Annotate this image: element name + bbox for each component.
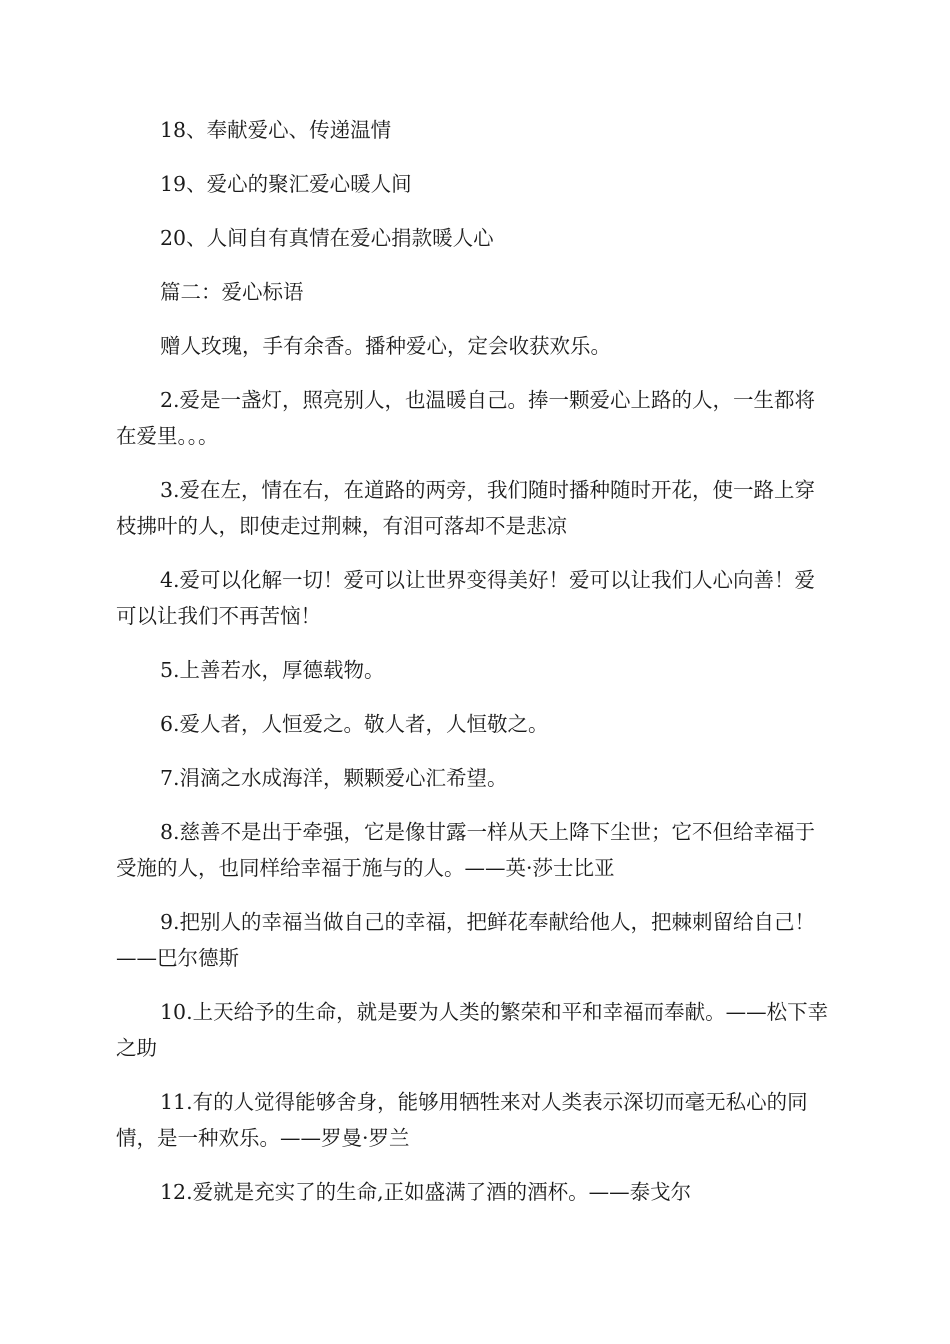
paragraph-item-11: 11.有的人觉得能够舍身，能够用牺牲来对人类表示深切而毫无私心的同情，是一种欢乐。——罗曼·罗兰 [116,1090,808,1150]
paragraph-slogan-20: 20、人间自有真情在爱心捐款暖人心 [160,226,494,250]
paragraph-item-12: 12.爱就是充实了的生命,正如盛满了酒的酒杯。——泰戈尔 [160,1180,692,1204]
paragraph-item-9: 9.把别人的幸福当做自己的幸福，把鲜花奉献给他人，把棘刺留给自己！——巴尔德斯 [116,910,816,970]
paragraph-item-6: 6.爱人者，人恒爱之。敬人者，人恒敬之。 [160,712,549,736]
paragraph-slogan-18: 18、奉献爱心、传递温情 [160,118,392,142]
paragraph-item-5: 5.上善若水，厚德载物。 [160,658,385,682]
section-heading: 篇二：爱心标语 [160,280,304,304]
paragraph-intro: 赠人玫瑰，手有余香。播种爱心，定会收获欢乐。 [160,334,611,358]
paragraph-item-2: 2.爱是一盏灯，照亮别人，也温暖自己。捧一颗爱心上路的人，一生都将在爱里。。。 [116,388,816,448]
paragraph-item-4: 4.爱可以化解一切！爱可以让世界变得美好！爱可以让我们人心向善！爱可以让我们不再苦恼！ [116,568,816,628]
paragraph-slogan-19: 19、爱心的聚汇爱心暖人间 [160,172,412,196]
paragraph-item-10: 10.上天给予的生命，就是要为人类的繁荣和平和幸福而奉献。——松下幸之助 [116,1000,829,1060]
paragraph-item-8: 8.慈善不是出于牵强，它是像甘露一样从天上降下尘世；它不但给幸福于受施的人，也同样给幸福于施与的人。——英·莎士比亚 [116,820,816,880]
document-body [116,112,834,1228]
paragraph-item-3: 3.爱在左，情在右，在道路的两旁，我们随时播种随时开花，使一路上穿枝拂叶的人，即使走过荆棘，有泪可落却不是悲凉 [116,478,816,538]
paragraph-item-7: 7.涓滴之水成海洋，颗颗爱心汇希望。 [160,766,508,790]
